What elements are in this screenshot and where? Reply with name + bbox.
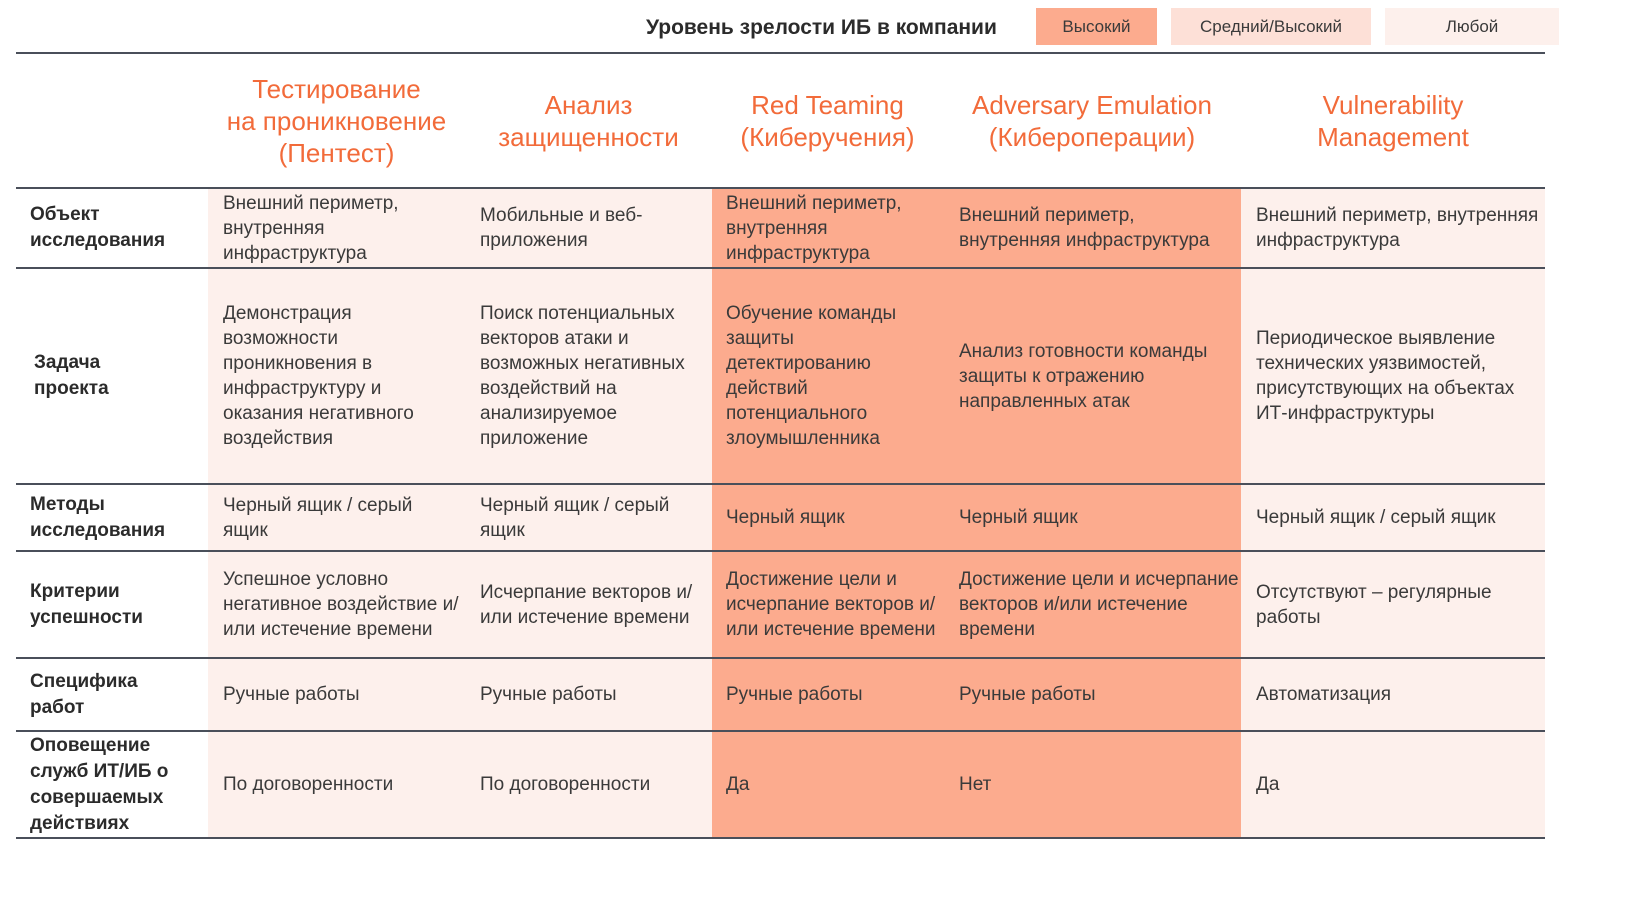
- table-cell: Черный ящик / серый ящик: [480, 494, 670, 541]
- table-cell: Достижение цели и исчерпание векторов и/или истечение времени: [726, 569, 936, 640]
- column-header-pentest: [208, 54, 465, 188]
- header-line: защищенности: [498, 122, 679, 152]
- table-cell: Успешное условно негативное воздействие и/или истечение времени: [223, 569, 459, 640]
- header-line: Тестирование: [252, 74, 421, 104]
- table-cell: Достижение цели и исчерпание векторов и/или истечение времени: [959, 569, 1239, 640]
- header-line: Management: [1317, 122, 1469, 152]
- header-line: Vulnerability: [1322, 90, 1464, 120]
- legend-chip-any: [1385, 8, 1559, 45]
- row-label: Методы исследования: [30, 493, 166, 541]
- table-cell: Ручные работы: [959, 684, 1096, 705]
- table-cell: Поиск потенциальных векторов атаки и возможных негативных воздействий на анализируемое приложение: [480, 303, 685, 449]
- row-label: Специфика работ: [30, 670, 138, 718]
- table-cell: Внешний периметр, внутренняя инфраструктура: [726, 192, 902, 264]
- table-cell: Внешний периметр, внутренняя инфраструктура: [223, 192, 399, 264]
- table-cell: Внешний периметр, внутренняя инфраструктура: [1256, 205, 1539, 251]
- row-rule: [16, 837, 1545, 839]
- header-line: (Пентест): [278, 138, 395, 168]
- row-label: Оповещение служб ИТ/ИБ о совершаемых действиях: [30, 734, 169, 834]
- row-label: Объект исследования: [30, 204, 166, 251]
- legend-chip-label: Любой: [1445, 16, 1499, 36]
- table-cell: Обучение команды защиты детектированию действий потенциального злоумышленника: [726, 303, 897, 449]
- column-header-vulnerability-management: [1241, 54, 1545, 188]
- header-line: Adversary Emulation: [972, 90, 1212, 120]
- legend-chip-label: Средний/Высокий: [1200, 16, 1342, 36]
- header-line: (Кибероперации): [988, 122, 1196, 152]
- table-cell: Анализ готовности команды защиты к отражению направленных атак: [959, 340, 1208, 412]
- table-cell: Периодическое выявление технических уязвимостей, присутствующих на объектах ИТ-инфраструктуры: [1256, 328, 1515, 424]
- table-cell: Мобильные и веб-приложения: [480, 205, 643, 251]
- maturity-legend: [0, 8, 1641, 45]
- header-line: Red Teaming: [751, 90, 904, 120]
- header-line: на проникновение: [226, 106, 447, 136]
- table-cell: По договоренности: [480, 774, 651, 795]
- table-cell: По договоренности: [223, 774, 394, 795]
- legend-chip-medium-high: [1171, 8, 1371, 45]
- table-cell: Внешний периметр, внутренняя инфраструктура: [959, 205, 1210, 251]
- table-cell: Исчерпание векторов и/или истечение времени: [480, 581, 693, 628]
- row-label: Критерии успешности: [30, 580, 143, 628]
- table-cell: Да: [1256, 774, 1280, 795]
- table-cell: Черный ящик / серый ящик: [1256, 507, 1496, 528]
- column-header-red-teaming: [712, 54, 943, 188]
- table-cell: Ручные работы: [480, 684, 617, 705]
- table-cell: Автоматизация: [1256, 684, 1391, 705]
- header-line: (Киберучения): [740, 122, 915, 152]
- table-cell: Черный ящик: [959, 507, 1078, 528]
- legend-chip-high: [1036, 8, 1157, 45]
- table-cell: Нет: [959, 774, 992, 795]
- column-header-security-analysis: [465, 54, 712, 188]
- table-cell: Черный ящик: [726, 507, 845, 528]
- legend-title: Уровень зрелости ИБ в компании: [646, 16, 997, 39]
- column-header-adversary-emulation: [943, 54, 1241, 188]
- table-cell: Ручные работы: [726, 684, 863, 705]
- legend-chip-label: Высокий: [1062, 16, 1131, 36]
- header-line: Анализ: [544, 90, 633, 120]
- table-cell: Да: [726, 774, 750, 795]
- row-label: Задача проекта: [34, 352, 109, 399]
- table-cell: Отсутствуют – регулярные работы: [1256, 581, 1492, 628]
- table-cell: Ручные работы: [223, 684, 360, 705]
- table-cell: Демонстрация возможности проникновения в инфраструктуру и оказания негативного воздействия: [223, 303, 414, 449]
- table-cell: Черный ящик / серый ящик: [223, 494, 413, 541]
